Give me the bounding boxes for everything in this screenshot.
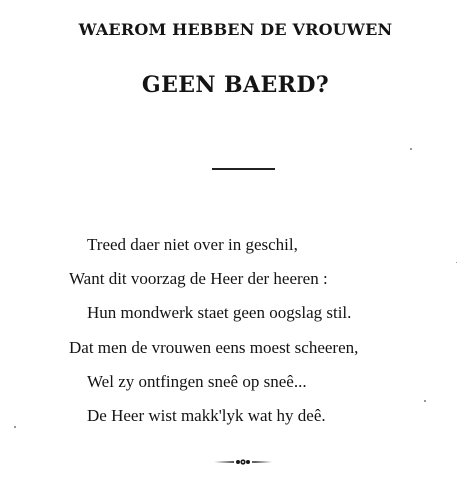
poem-line: Want dit voorzag de Heer der heeren : bbox=[69, 269, 328, 288]
paper-speck bbox=[410, 148, 412, 150]
poem-line: Hun mondwerk staet geen oogslag stil. bbox=[87, 303, 352, 322]
title-line-2: GEEN BAERD? bbox=[141, 72, 330, 98]
paper-speck bbox=[424, 400, 426, 402]
paper-speck bbox=[14, 426, 16, 428]
poem-line: Treed daer niet over in geschil, bbox=[87, 235, 298, 254]
tailpiece-ornament-icon bbox=[212, 456, 274, 468]
title-line-1: WAEROM HEBBEN DE VROUWEN bbox=[78, 20, 393, 39]
poem-line: Dat men de vrouwen eens moest scheeren, bbox=[69, 338, 359, 357]
poem-line: Wel zy ontfingen sneê op sneê... bbox=[87, 372, 307, 391]
paper-speck bbox=[456, 262, 457, 263]
title-divider bbox=[212, 168, 275, 170]
poem-line: De Heer wist makk'lyk wat hy deê. bbox=[87, 406, 326, 425]
